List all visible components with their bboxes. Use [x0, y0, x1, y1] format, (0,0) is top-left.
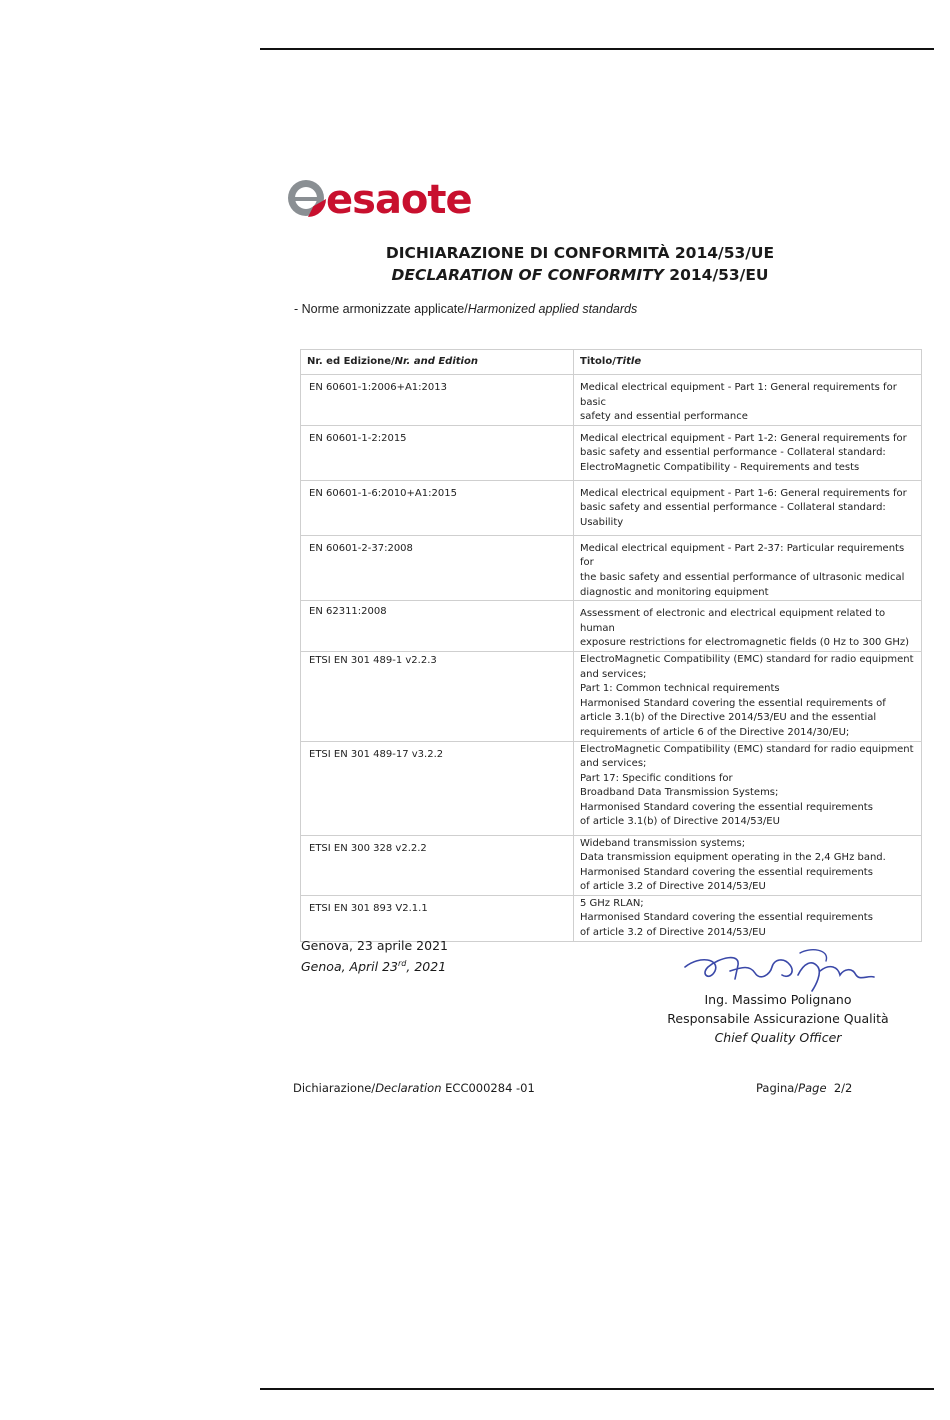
standard-code: EN 60601-1-6:2010+A1:2015: [301, 480, 574, 535]
intro-italic: Harmonized applied standards: [467, 302, 638, 316]
table-row: [301, 425, 922, 480]
signatory-block: [640, 990, 916, 1047]
table-row: [301, 601, 922, 652]
handwritten-signature: [680, 945, 880, 995]
table-header-row: [301, 350, 922, 375]
standard-code: ETSI EN 301 489-17 v3.2.2: [301, 741, 574, 835]
intro-line: [294, 302, 637, 316]
header-code-it: Nr. ed Edizione/: [307, 355, 395, 367]
standard-title: 5 GHz RLAN; Harmonised Standard covering the essential requirements of article 3.2 of Directive 2014/53/EU: [574, 895, 922, 941]
place-date: [301, 937, 448, 976]
table-row: [301, 375, 922, 426]
standard-code: EN 60601-1:2006+A1:2013: [301, 375, 574, 426]
standard-title: Medical electrical equipment - Part 1-6: General requirements for basic safety and essential performance - Collateral standard: Usability: [574, 480, 922, 535]
intro-prefix: - Norme armonizzate applicate/: [294, 302, 468, 316]
standard-code: ETSI EN 300 328 v2.2.2: [301, 835, 574, 895]
footer-page: Pagina/Page 2/2: [756, 1081, 853, 1095]
table-row: [301, 895, 922, 941]
header-title-it: Titolo/: [580, 355, 616, 367]
standard-code: EN 60601-1-2:2015: [301, 425, 574, 480]
standard-title: Wideband transmission systems; Data transmission equipment operating in the 2,4 GHz band. Harmonised Standard covering the essential requirements of article 3.2 of Directive 2014/53/EU: [574, 835, 922, 895]
standard-code: ETSI EN 301 489-1 v2.2.3: [301, 651, 574, 741]
header-title-en: Title: [615, 355, 642, 367]
esaote-logo: [288, 177, 472, 223]
logo-e-icon: [288, 180, 324, 216]
place-date-it: Genova, 23 aprile 2021: [301, 938, 448, 953]
header-code: [301, 350, 574, 375]
standard-code: ETSI EN 301 893 V2.1.1: [301, 895, 574, 941]
heading-english-rest: 2014/53/EU: [663, 266, 769, 284]
standard-title: ElectroMagnetic Compatibility (EMC) standard for radio equipment and services; Part 1: Common technical requirements Harmonised Standard covering the essential requirements of article 3.1(b) of the Directive 2014/53/EU and the essential requirements of article 6 of the Directive 2014/30/EU;: [574, 651, 922, 741]
standard-title: Medical electrical equipment - Part 1-2: General requirements for basic safety and essential performance - Collateral standard: ElectroMagnetic Compatibility - Requirements and tests: [574, 425, 922, 480]
top-rule: [260, 48, 934, 50]
table-row: [301, 535, 922, 600]
logo-wordmark: esaote: [326, 177, 472, 223]
header-code-en: Nr. and Edition: [394, 355, 478, 367]
standard-title: Assessment of electronic and electrical equipment related to human exposure restrictions for electromagnetic fields (0 Hz to 300 GHz): [574, 601, 922, 652]
footer-declaration: Dichiarazione/Declaration ECC000284 -01: [293, 1081, 535, 1095]
standard-title: Medical electrical equipment - Part 2-37: Particular requirements for the basic safety and essential performance of ultrasonic medical diagnostic and monitoring equipment: [574, 535, 922, 600]
table-row: [301, 480, 922, 535]
place-date-en: Genoa, April 23rd, 2021: [301, 959, 447, 975]
table-row: [301, 741, 922, 835]
bottom-rule: [260, 1388, 934, 1390]
heading-english-italic: DECLARATION OF CONFORMITY: [391, 266, 664, 284]
header-title: [574, 350, 922, 375]
standards-table: [300, 349, 922, 942]
table-row: [301, 835, 922, 895]
signatory-name: Ing. Massimo Polignano: [704, 992, 852, 1007]
signatory-role-en: Chief Quality Officer: [714, 1030, 842, 1045]
standard-title: ElectroMagnetic Compatibility (EMC) standard for radio equipment and services; Part 17: Specific conditions for Broadband Data Transmission Systems; Harmonised Standard covering the essential requirements of article 3.1(b) of Directive 2014/53/EU: [574, 741, 922, 835]
standard-code: EN 62311:2008: [301, 601, 574, 652]
heading-italian: DICHIARAZIONE DI CONFORMITÀ 2014/53/UE: [385, 244, 775, 262]
standard-code: EN 60601-2-37:2008: [301, 535, 574, 600]
signatory-role-it: Responsabile Assicurazione Qualità: [667, 1011, 889, 1026]
standard-title: Medical electrical equipment - Part 1: General requirements for basic safety and essential performance: [574, 375, 922, 426]
table-row: [301, 651, 922, 741]
heading-english: [80, 266, 950, 284]
